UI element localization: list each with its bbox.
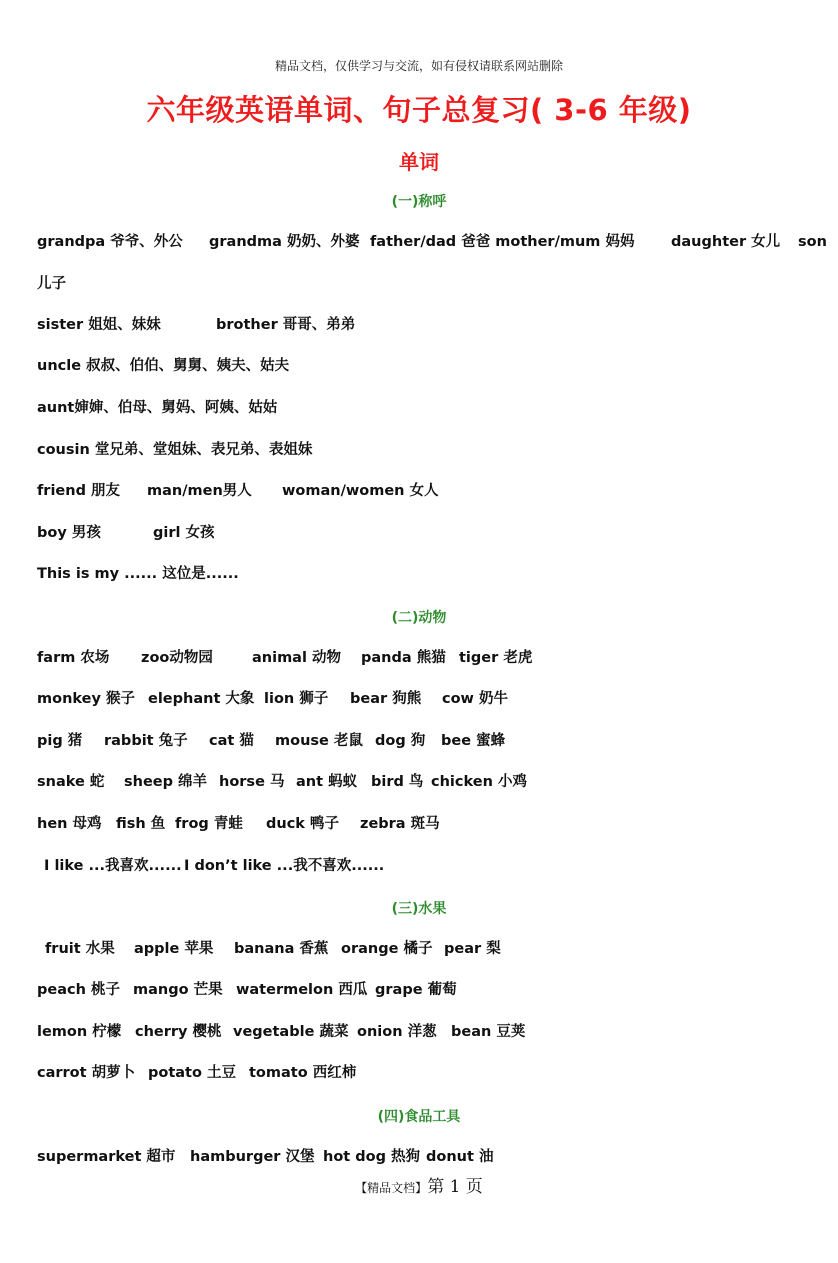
- vocab-entry: cat 猫: [209, 733, 254, 749]
- vocab-entry: animal 动物: [252, 650, 341, 666]
- vocab-entry: hot dog 热狗: [323, 1149, 421, 1165]
- vocab-entry: friend 朋友: [37, 483, 121, 499]
- vocab-entry: tomato 西红柿: [249, 1065, 357, 1081]
- vocab-entry: sheep 绵羊: [124, 774, 208, 790]
- vocab-entry: peach 桃子: [37, 982, 120, 998]
- vocab-entry: bean 豆荚: [451, 1024, 526, 1040]
- vocab-entry: fish 鱼: [116, 816, 166, 832]
- vocab-entry: frog 青蛙: [175, 816, 243, 832]
- document-title: 六年级英语单词、句子总复习( 3-6 年级): [146, 93, 692, 127]
- vocab-entry: snake 蛇: [37, 774, 105, 790]
- vocab-entry: man/men男人: [147, 483, 252, 499]
- vocab-entry: I don’t like ...我不喜欢......: [184, 858, 385, 874]
- vocab-entry: watermelon 西瓜: [236, 982, 368, 998]
- vocab-entry: mango 芒果: [133, 982, 223, 998]
- category-title: (二)动物: [391, 610, 447, 626]
- vocab-entry: grandpa 爷爷、外公: [37, 234, 183, 250]
- vocab-entry: mouse 老鼠: [275, 733, 363, 749]
- vocab-entry: carrot 胡萝卜: [37, 1065, 136, 1081]
- vocab-entry: bird 鸟: [371, 774, 424, 790]
- vocab-entry: ant 蚂蚁: [296, 774, 358, 790]
- vocab-entry: lion 狮子: [264, 691, 329, 707]
- vocab-entry: cow 奶牛: [442, 691, 509, 707]
- vocab-entry: potato 土豆: [148, 1065, 236, 1081]
- vocab-entry: aunt婶婶、伯母、舅妈、阿姨、姑姑: [37, 400, 278, 416]
- vocab-entry: banana 香蕉: [234, 941, 329, 957]
- vocab-entry: farm 农场: [37, 650, 110, 666]
- category-title: (一)称呼: [391, 194, 447, 210]
- vocab-entry: lemon 柠檬: [37, 1024, 122, 1040]
- vocab-entry: This is my ...... 这位是......: [37, 566, 239, 582]
- vocab-entry: I like ...我喜欢......: [44, 858, 182, 874]
- footer-tag: 【精品文档】: [355, 1181, 428, 1195]
- page-number: 第 1 页: [427, 1177, 483, 1197]
- vocab-entry: father/dad 爸爸 mother/mum 妈妈: [370, 234, 635, 250]
- vocab-entry: chicken 小鸡: [431, 774, 527, 790]
- category-title: (四)食品工具: [377, 1109, 461, 1125]
- vocab-entry: duck 鸭子: [266, 816, 339, 832]
- vocab-entry: bear 狗熊: [350, 691, 422, 707]
- vocab-entry: vegetable 蔬菜: [233, 1024, 349, 1040]
- vocab-entry: onion 洋葱: [357, 1024, 437, 1040]
- vocab-entry: tiger 老虎: [459, 650, 533, 666]
- vocab-entry: fruit 水果: [45, 941, 115, 957]
- vocab-entry: bee 蜜蜂: [441, 733, 506, 749]
- vocab-entry: grandma 奶奶、外婆: [209, 234, 360, 250]
- vocab-entry: horse 马: [219, 774, 285, 790]
- vocab-entry: elephant 大象: [148, 691, 255, 707]
- vocab-entry: donut 油: [426, 1149, 494, 1165]
- vocab-entry: supermarket 超市: [37, 1149, 176, 1165]
- vocab-entry: uncle 叔叔、伯伯、舅舅、姨夫、姑夫: [37, 358, 290, 374]
- section-title: 单词: [399, 150, 439, 174]
- vocab-entry: rabbit 兔子: [104, 733, 188, 749]
- vocab-entry: orange 橘子: [341, 941, 433, 957]
- vocab-entry: pig 猪: [37, 733, 83, 749]
- vocab-entry: 儿子: [37, 276, 66, 292]
- vocab-entry: grape 葡萄: [375, 982, 457, 998]
- vocab-entry: zebra 斑马: [360, 816, 440, 832]
- vocab-entry: cousin 堂兄弟、堂姐妹、表兄弟、表姐妹: [37, 442, 313, 458]
- vocab-entry: apple 苹果: [134, 941, 214, 957]
- vocab-entry: sister 姐姐、妹妹: [37, 317, 161, 333]
- vocab-entry: woman/women 女人: [282, 483, 439, 499]
- vocab-entry: pear 梨: [444, 941, 501, 957]
- vocab-entry: girl 女孩: [153, 525, 215, 541]
- header-watermark: 精品文档，仅供学习与交流，如有侵权请联系网站删除: [274, 59, 563, 73]
- vocab-entry: hamburger 汉堡: [190, 1149, 315, 1165]
- vocab-entry: zoo动物园: [141, 650, 213, 666]
- vocab-entry: brother 哥哥、弟弟: [216, 317, 356, 333]
- vocab-entry: cherry 樱桃: [135, 1024, 222, 1040]
- vocab-entry: dog 狗: [375, 733, 426, 749]
- vocab-entry: son: [798, 234, 827, 250]
- vocab-entry: boy 男孩: [37, 525, 101, 541]
- category-title: (三)水果: [391, 901, 447, 917]
- vocab-entry: monkey 猴子: [37, 691, 135, 707]
- vocab-entry: panda 熊猫: [361, 650, 446, 666]
- page-footer: [0, 1172, 838, 1197]
- vocab-entry: daughter 女儿: [671, 234, 781, 250]
- vocab-entry: hen 母鸡: [37, 816, 102, 832]
